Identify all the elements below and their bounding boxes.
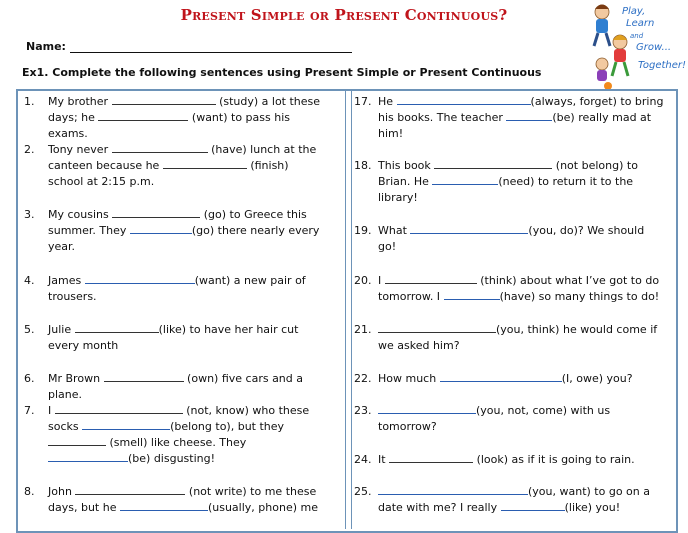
sentence-text: Julie <box>48 323 75 336</box>
sentence-text: (have) lunch at the canteen because he <box>48 143 317 172</box>
sentence-text: (go) to Greece this summer. They <box>48 208 307 237</box>
answer-blank[interactable] <box>75 322 159 333</box>
sentence-text: James <box>48 274 85 287</box>
question-number: 19. <box>354 224 372 237</box>
question-number: 22. <box>354 372 372 385</box>
answer-blank[interactable] <box>434 158 552 169</box>
sentence-text: He <box>378 95 397 108</box>
answer-blank[interactable] <box>120 500 208 511</box>
answer-blank[interactable] <box>501 500 565 511</box>
sentence-text: (always, forget) to bring his books. The teacher <box>378 95 664 124</box>
answer-blank[interactable] <box>104 371 184 382</box>
answer-blank[interactable] <box>378 403 476 414</box>
question-number: 7. <box>24 404 35 417</box>
sentence-text: (go) there nearly every year. <box>48 224 320 253</box>
answer-blank[interactable] <box>378 484 528 495</box>
logo-word-and: and <box>630 32 644 40</box>
answer-blank[interactable] <box>163 158 247 169</box>
question-number: 18. <box>354 159 372 172</box>
answer-blank[interactable] <box>82 419 170 430</box>
answer-blank[interactable] <box>389 452 473 463</box>
sentence-text: (like) to have her hair cut every month <box>48 323 299 352</box>
sentence-text: (not, know) who these socks <box>48 404 310 433</box>
exercise-instruction: Ex1. Complete the following sentences using Present Simple or Present Continuous <box>22 66 542 79</box>
sentence-text: My cousins <box>48 208 113 221</box>
answer-blank[interactable] <box>410 223 528 234</box>
name-label: Name: <box>26 40 66 53</box>
sentence-text: (not belong) to Brian. He <box>378 159 638 188</box>
sentence-text: (you, not, come) with us tomorrow? <box>378 404 611 433</box>
logo-word-together: Together! <box>638 60 686 71</box>
answer-blank[interactable] <box>397 94 531 105</box>
sentence-text: (usually, phone) me <box>207 501 318 514</box>
sentence-text: I <box>378 274 385 287</box>
sentence-text: (be) disgusting! <box>128 452 216 465</box>
question-number: 20. <box>354 274 372 287</box>
question-number: 6. <box>24 372 35 385</box>
sentence-text: (like) you! <box>564 501 621 514</box>
worksheet-title: Present Simple or Present Continuous? <box>180 6 508 24</box>
sentence-text: It <box>378 453 390 466</box>
column-divider <box>345 89 352 529</box>
name-blank-line[interactable] <box>70 42 352 53</box>
sentence-text: (own) five cars and a plane. <box>48 372 303 401</box>
sentence-text: (I, owe) you? <box>561 372 633 385</box>
logo-word-grow: Grow... <box>636 42 672 53</box>
sentence-text: (smell) like cheese. They <box>109 436 247 449</box>
sentence-text: (study) a lot these days; he <box>48 95 321 124</box>
sentence-text: (you, think) he would come if we asked him? <box>378 323 658 352</box>
answer-blank[interactable] <box>48 451 128 462</box>
sentence-text: John <box>48 485 76 498</box>
sentence-text: (think) about what I’ve got to do tomorrow. I <box>378 274 660 303</box>
sentence-text: (need) to return it to the library! <box>378 175 634 204</box>
sentence-text: What <box>378 224 411 237</box>
sentence-text: (be) really mad at him! <box>378 111 652 140</box>
answer-blank[interactable] <box>48 435 106 446</box>
question-number: 3. <box>24 208 35 221</box>
answer-blank[interactable] <box>506 110 552 121</box>
answer-blank[interactable] <box>130 223 192 234</box>
answer-blank[interactable] <box>385 273 477 284</box>
answer-blank[interactable] <box>444 289 500 300</box>
question-number: 2. <box>24 143 35 156</box>
question-number: 25. <box>354 485 372 498</box>
question-number: 5. <box>24 323 35 336</box>
question-number: 23. <box>354 404 372 417</box>
name-field[interactable] <box>26 40 352 53</box>
logo-word-learn: Learn <box>626 18 655 29</box>
answer-blank[interactable] <box>112 142 208 153</box>
question-number: 17. <box>354 95 372 108</box>
logo-word-play: Play, <box>622 6 646 17</box>
sentence-text: This book <box>378 159 435 172</box>
answer-blank[interactable] <box>112 207 200 218</box>
answer-blank[interactable] <box>440 371 562 382</box>
answer-blank[interactable] <box>75 484 185 495</box>
question-number: 21. <box>354 323 372 336</box>
sentence-text: My brother <box>48 95 112 108</box>
sentence-text: Tony never <box>48 143 112 156</box>
question-number: 1. <box>24 95 35 108</box>
sentence-text: (finish) school at 2:15 p.m. <box>48 159 289 188</box>
sentence-text: I <box>48 404 55 417</box>
kids-playing-logo <box>586 0 686 90</box>
answer-blank[interactable] <box>55 403 183 414</box>
answer-blank[interactable] <box>85 273 195 284</box>
answer-blank[interactable] <box>98 110 188 121</box>
sentence-text: (you, do)? We should go! <box>378 224 645 253</box>
sentence-text: (not write) to me these days, but he <box>48 485 317 514</box>
sentence-text: Mr Brown <box>48 372 104 385</box>
answer-blank[interactable] <box>112 94 216 105</box>
sentence-text: (look) as if it is going to rain. <box>476 453 635 466</box>
sentence-text: (you, want) to go on a date with me? I really <box>378 485 650 514</box>
question-number: 4. <box>24 274 35 287</box>
question-number: 24. <box>354 453 372 466</box>
sentence-text: (belong to), but they <box>170 420 285 433</box>
sentence-text: (have) so many things to do! <box>499 290 660 303</box>
sentence-text: (want) to pass his exams. <box>48 111 290 140</box>
question-number: 8. <box>24 485 35 498</box>
answer-blank[interactable] <box>378 322 496 333</box>
answer-blank[interactable] <box>432 174 498 185</box>
sentence-text: How much <box>378 372 440 385</box>
sentence-text: (want) a new pair of trousers. <box>48 274 306 303</box>
